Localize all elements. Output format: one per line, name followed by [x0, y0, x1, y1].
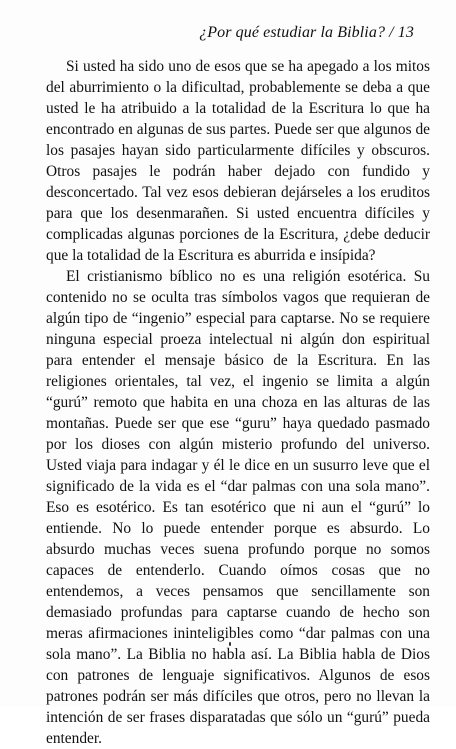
paragraph-2: El cristianismo bíblico no es una religión esotérica. Su contenido no se oculta tras símbolos vagos que requieran de algún tipo de “ingenio” especial para captarse. No se requiere ninguna especial proeza intelectual ni algún don espiritual para entender el mensaje básico de la Escritura. En las religiones orientales, tal vez, el ingenio se limita a algún “gurú” remoto que habita en una choza en las alturas de las montañas. Puede ser que ese “guru” haya quedado pasmado por los dioses con algún misterio profundo del universo. Usted viaja para indagar y él le dice en un susurro leve que el significado de la vida es el “dar palmas con una sola mano”. Eso es esotérico. Es tan esotérico que ni aun el “gurú” lo entiende. No lo puede entender porque es absurdo. Lo absurdo muchas veces suena profundo porque no somos capaces de entenderlo. Cuando oímos cosas que no entendemos, a veces pensamos que sencillamente son demasiado profundas para captarse cuando de hecho son meras afirmaciones ininteligibles como “dar palmas con una sola mano”. La Biblia no habla así. La Biblia habla de Dios con patrones de lenguaje significativos. Algunos de esos patrones podrán ser más difíciles que otros, pero no llevan la intención de ser frases disparatadas que sólo un “gurú” pueda entender.: [46, 268, 430, 747]
paragraph-1: Si usted ha sido uno de esos que se ha apegado a los mitos del aburrimiento o la dificultad, probablemente se deba a que usted le ha atribuido a la totalidad de la Escritura lo que ha encontrado en algunas de sus partes. Puede ser que algunos de los pasajes hayan sido particularmente difíciles y obscuros. Otros pasajes le podrán haber dejado con fundido y desconcertado. Tal vez esos debieran dejárseles a los eruditos para que los desenmarañen. Si usted encuentra difíciles y complicadas algunas porciones de la Escritura, ¿debe deducir que la totalidad de la Escritura es aburrida e insípida?: [46, 58, 430, 264]
body-text: [46, 56, 430, 749]
stray-ink-mark: [229, 642, 231, 646]
running-head: ¿Por qué estudiar la Biblia? / 13: [199, 24, 414, 41]
